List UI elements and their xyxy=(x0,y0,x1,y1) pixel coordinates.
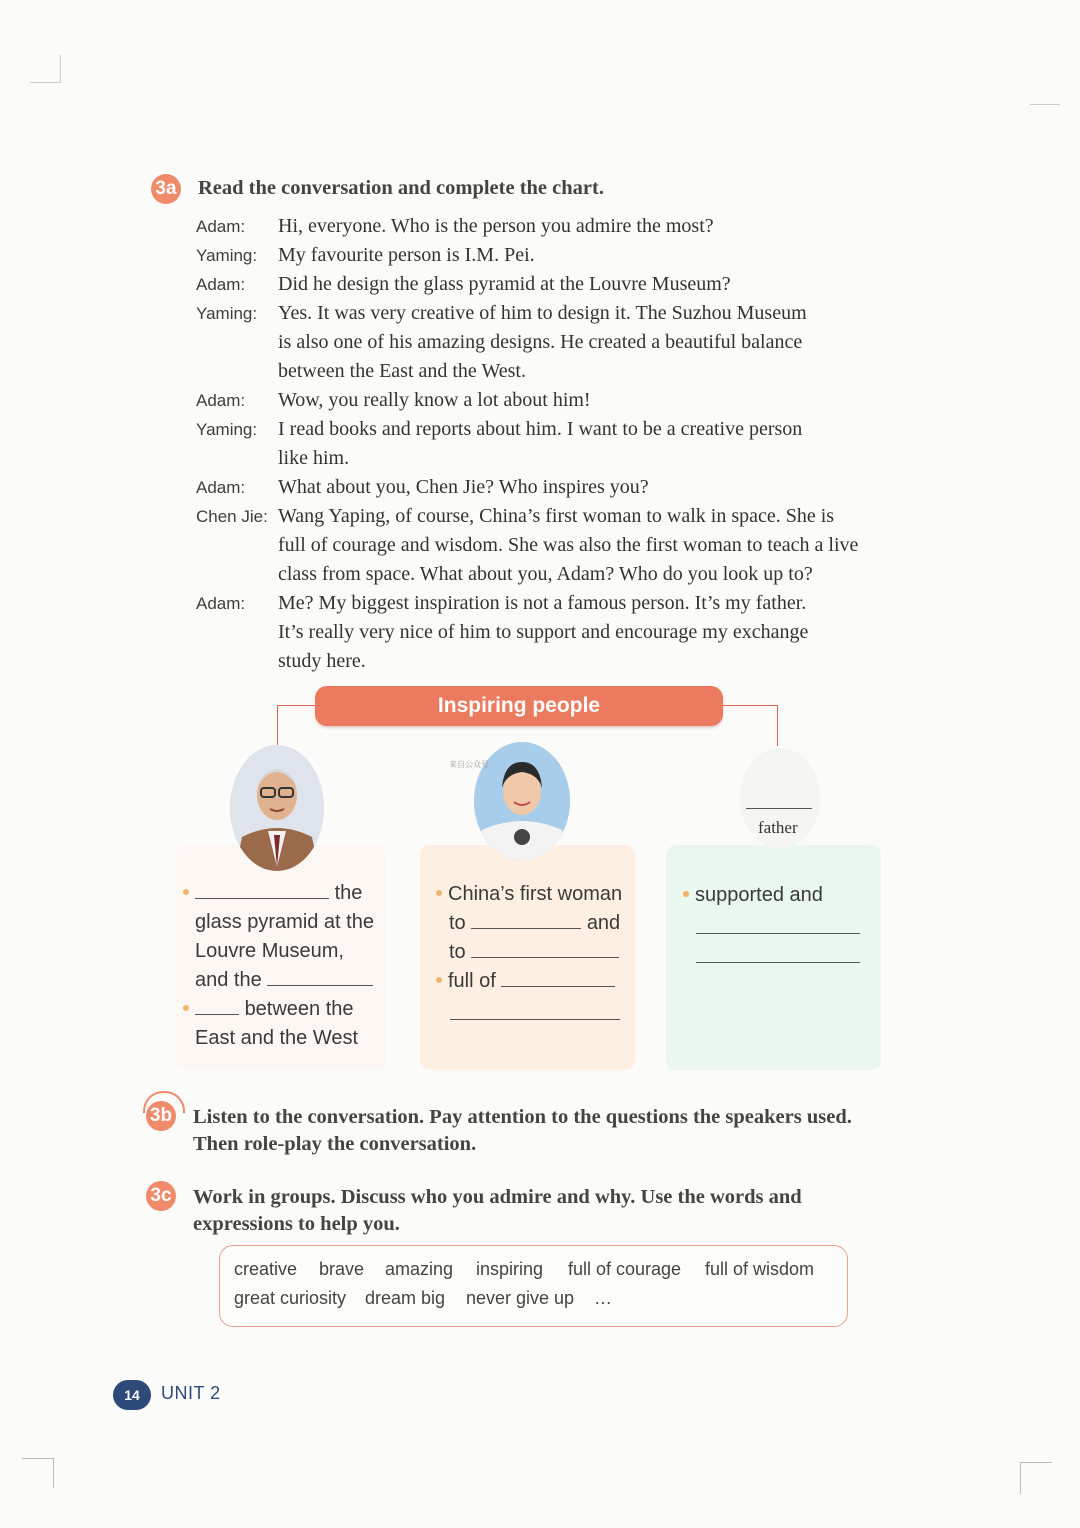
section-3c-badge: 3c xyxy=(146,1181,176,1211)
crop-mark-top-left xyxy=(30,82,60,83)
word-chip: amazing xyxy=(385,1259,454,1279)
word-chip: … xyxy=(594,1288,612,1308)
word-chip: never give up xyxy=(466,1288,575,1308)
crop-mark-bottom-right-v xyxy=(1020,1462,1021,1494)
blank[interactable] xyxy=(195,996,239,1015)
word-chip: great curiosity xyxy=(234,1288,347,1308)
conversation-line xyxy=(196,560,896,589)
wang-text-1: China’s first woman xyxy=(448,883,623,905)
speaker-label: Adam: xyxy=(196,478,246,497)
pei-line-4 xyxy=(195,966,373,995)
conversation-line xyxy=(196,241,896,270)
blank[interactable] xyxy=(195,880,329,899)
wang-text-2: to xyxy=(449,912,466,934)
section-3a-instruction: Read the conversation and complete the chart. xyxy=(198,177,604,199)
section-3a-badge: 3a xyxy=(151,174,181,204)
father-line-1 xyxy=(683,881,823,910)
conversation-line xyxy=(196,589,896,618)
crop-mark-bottom-left-v xyxy=(53,1458,54,1488)
speaker-label: Adam: xyxy=(196,275,246,294)
bullet-icon xyxy=(183,1005,189,1011)
conversation xyxy=(196,212,896,676)
speaker-label: Chen Jie: xyxy=(196,507,268,526)
utterance-text: Yes. It was very creative of him to design it. The Suzhou Museum xyxy=(278,302,807,324)
conversation-line xyxy=(196,531,896,560)
conversation-line xyxy=(196,357,896,386)
wang-line-3 xyxy=(449,938,619,967)
conversation-line xyxy=(196,212,896,241)
conversation-line xyxy=(196,415,896,444)
speaker-label: Adam: xyxy=(196,391,246,410)
blank[interactable] xyxy=(696,933,860,934)
utterance-text: class from space. What about you, Adam? Who do you look up to? xyxy=(278,563,813,585)
blank[interactable] xyxy=(267,967,373,986)
conversation-line xyxy=(196,473,896,502)
page-number: 14 xyxy=(113,1380,151,1410)
pei-line-1 xyxy=(183,879,362,908)
speaker-label: Yaming: xyxy=(196,246,258,265)
crop-mark-top-left-v xyxy=(60,55,61,83)
wang-line-2 xyxy=(449,909,620,938)
utterance-text: My favourite person is I.M. Pei. xyxy=(278,244,535,266)
utterance-text: Did he design the glass pyramid at the Louvre Museum? xyxy=(278,273,731,295)
utterance-text: study here. xyxy=(278,650,366,672)
crop-mark-bottom-right xyxy=(1020,1462,1052,1463)
crop-mark-top-right xyxy=(1030,104,1060,105)
section-3c-line-1: Work in groups. Discuss who you admire and why. Use the words and xyxy=(193,1186,802,1208)
bullet-icon xyxy=(183,889,189,895)
blank[interactable] xyxy=(471,939,619,958)
utterance-text: Wang Yaping, of course, China’s first woman to walk in space. She is xyxy=(278,505,835,527)
utterance-text: between the East and the West. xyxy=(278,360,526,382)
pei-line-2: glass pyramid at the xyxy=(195,911,374,933)
wang-line-4 xyxy=(436,967,615,996)
speaker-label: Adam: xyxy=(196,594,246,613)
pei-line-6: East and the West xyxy=(195,1027,359,1049)
blank[interactable] xyxy=(696,962,860,963)
father-label: father xyxy=(758,818,798,837)
chart-title: Inspiring people xyxy=(315,686,723,726)
speaker-label: Adam: xyxy=(196,217,246,236)
word-chip: dream big xyxy=(365,1288,446,1308)
conversation-line xyxy=(196,386,896,415)
unit-label: UNIT 2 xyxy=(161,1383,221,1403)
wang-text-3: and xyxy=(586,912,621,934)
word-chip: brave xyxy=(319,1259,365,1279)
section-3b-line-1: Listen to the conversation. Pay attention to the questions the speakers used. xyxy=(193,1106,852,1128)
wang-line-1 xyxy=(436,880,622,909)
utterance-text: Me? My biggest inspiration is not a famous person. It’s my father. xyxy=(278,592,807,614)
pei-text-1: the xyxy=(334,882,363,904)
bullet-icon xyxy=(683,891,689,897)
bullet-icon xyxy=(436,890,442,896)
utterance-text: is also one of his amazing designs. He created a beautiful balance xyxy=(278,331,803,353)
pei-text-5: between the xyxy=(244,998,354,1020)
word-chip: full of courage xyxy=(568,1259,682,1279)
word-chip: full of wisdom xyxy=(705,1259,815,1279)
conversation-line xyxy=(196,444,896,473)
word-box xyxy=(219,1245,848,1327)
speaker-label: Yaming: xyxy=(196,420,258,439)
blank[interactable] xyxy=(450,1019,620,1020)
conversation-line xyxy=(196,299,896,328)
utterance-text: Hi, everyone. Who is the person you admire the most? xyxy=(278,215,714,237)
pei-line-3: Louvre Museum, xyxy=(195,940,344,962)
connector-right xyxy=(722,705,778,746)
wang-text-4: to xyxy=(449,941,466,963)
utterance-text: What about you, Chen Jie? Who inspires you? xyxy=(278,476,649,498)
father-text-1: supported and xyxy=(695,884,823,906)
conversation-line xyxy=(196,270,896,299)
connector-left xyxy=(277,705,318,746)
card-father xyxy=(666,845,881,1070)
wang-text-5: full of xyxy=(448,970,496,992)
conversation-line xyxy=(196,328,896,357)
blank[interactable] xyxy=(471,910,581,929)
word-chip: inspiring xyxy=(476,1259,544,1279)
utterance-text: like him. xyxy=(278,447,350,469)
conversation-line xyxy=(196,647,896,676)
section-3b-line-2: Then role-play the conversation. xyxy=(193,1133,477,1155)
section-3b-badge: 3b xyxy=(146,1101,176,1131)
blank[interactable] xyxy=(746,808,812,809)
word-chip: creative xyxy=(234,1259,298,1279)
section-3c-line-2: expressions to help you. xyxy=(193,1213,400,1235)
conversation-line xyxy=(196,618,896,647)
bullet-icon xyxy=(436,977,442,983)
watermark: 来自公众号 xyxy=(449,760,489,769)
speaker-label: Yaming: xyxy=(196,304,258,323)
crop-mark-bottom-left xyxy=(22,1458,54,1459)
conversation-line xyxy=(196,502,896,531)
blank[interactable] xyxy=(501,968,615,987)
portrait-im-pei xyxy=(230,745,324,871)
utterance-text: Wow, you really know a lot about him! xyxy=(278,389,591,411)
utterance-text: It’s really very nice of him to support and encourage my exchange xyxy=(278,621,809,643)
utterance-text: full of courage and wisdom. She was also the first woman to teach a live xyxy=(278,534,859,556)
pei-text-4: and the xyxy=(195,969,262,991)
pei-line-5 xyxy=(183,995,354,1024)
utterance-text: I read books and reports about him. I want to be a creative person xyxy=(278,418,803,440)
